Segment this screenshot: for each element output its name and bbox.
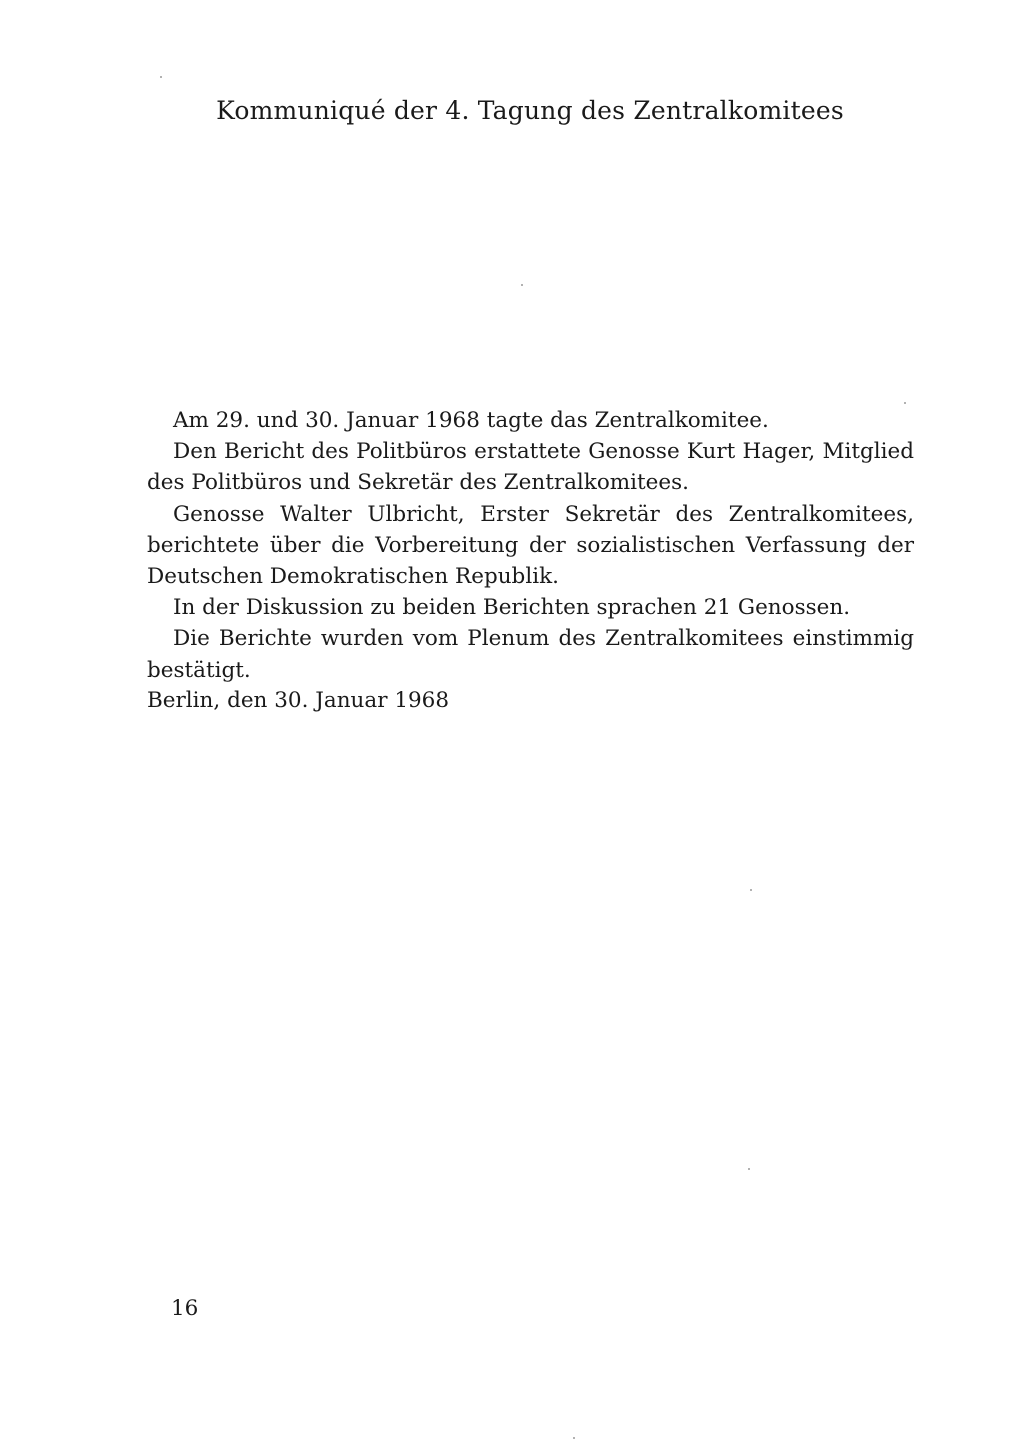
date-line: Berlin, den 30. Januar 1968 <box>147 688 450 713</box>
scan-speck <box>748 1168 750 1170</box>
paragraph-4: In der Diskussion zu beiden Berichten sprachen 21 Genossen. <box>173 595 851 621</box>
paragraph-3: Genosse Walter Ulbricht, Erster Sekretär des Zentralkomitees, berichtete über die Vorbereitung der sozialistischen Verfassung der Deutschen Demokratischen Republik. <box>147 501 914 590</box>
scan-speck <box>904 402 906 404</box>
page-number: 16 <box>171 1296 199 1321</box>
paragraph-2: Den Bericht des Politbüros erstattete Genosse Kurt Hager, Mitglied des Politbüros und Sekretär des Zentralkomitees. <box>147 439 914 496</box>
scan-speck <box>521 284 523 286</box>
document-title: Kommuniqué der 4. Tagung des Zentralkomitees <box>216 96 844 125</box>
body-text <box>147 405 914 686</box>
paragraph-1: Am 29. und 30. Januar 1968 tagte das Zentralkomitee. <box>173 408 769 433</box>
scan-speck <box>573 1437 575 1439</box>
paragraph-5: Die Berichte wurden vom Plenum des Zentralkomitees einstimmig bestätigt. <box>147 626 914 683</box>
scan-speck <box>160 76 162 78</box>
scan-speck <box>750 889 752 891</box>
